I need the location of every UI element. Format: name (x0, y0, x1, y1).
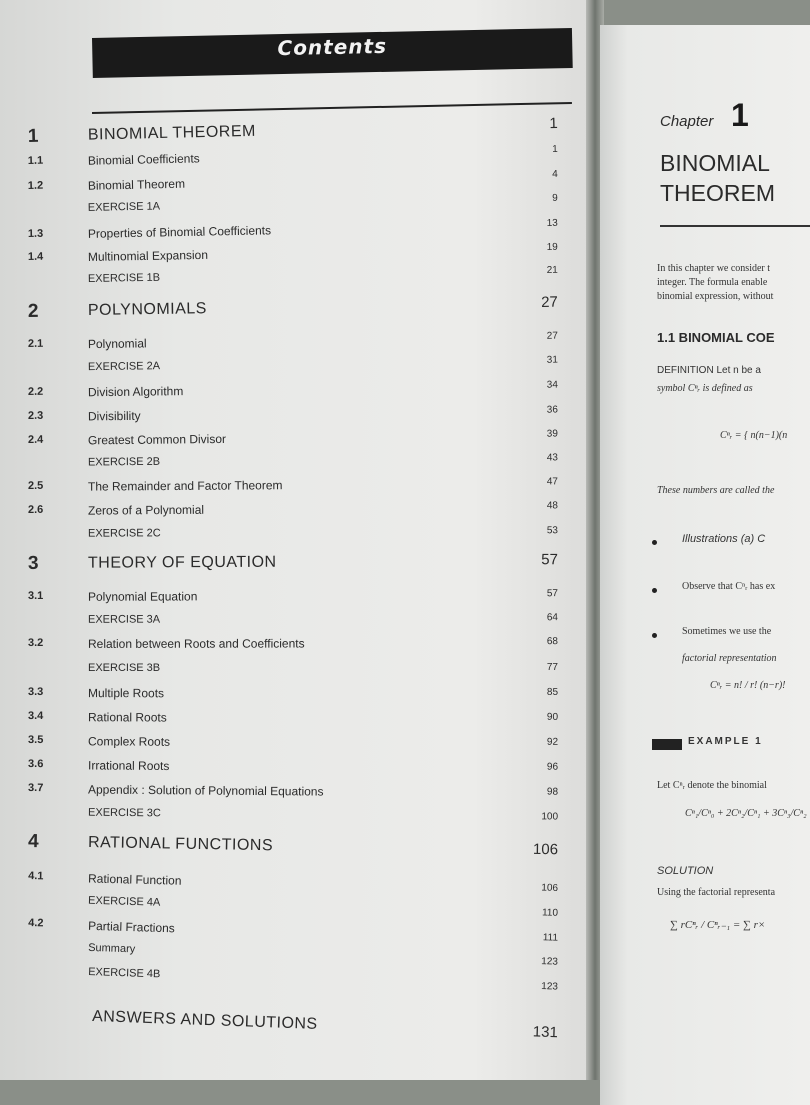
toc-page-number: 98 (546, 786, 559, 798)
section-heading: 1.1 BINOMIAL COE (657, 330, 775, 345)
toc-page-number: 36 (546, 404, 558, 416)
toc-section-row (28, 710, 558, 736)
toc-number: 3.5 (28, 734, 44, 747)
toc-title: EXERCISE 2A (87, 360, 161, 374)
toc-section-row (28, 636, 558, 661)
toc-title: Multinomial Expansion (87, 247, 209, 264)
toc-title: Polynomial (87, 336, 147, 352)
toc-page-number: 1 (549, 114, 558, 133)
definition-line2: symbol Cⁿᵣ is defined as (657, 383, 753, 394)
intro-text-line2: integer. The formula enable (657, 277, 768, 288)
toc-page-number: 111 (542, 932, 559, 944)
toc-section-row (28, 686, 558, 711)
toc-page-number: 4 (552, 168, 558, 181)
toc-number: 3.2 (27, 636, 44, 649)
chapter-word: Chapter (660, 113, 714, 130)
toc-page-number: 92 (546, 736, 559, 748)
toc-page-number: 27 (546, 330, 558, 342)
toc-title: Partial Fractions (87, 918, 175, 936)
toc-title: EXERCISE 4B (87, 965, 161, 981)
toc-title: Greatest Common Divisor (87, 431, 227, 448)
right-page (600, 25, 810, 1105)
toc-chapter-row (27, 831, 559, 868)
toc-answers-row (92, 1008, 590, 1050)
let-text: Let Cⁿᵣ denote the binomial (657, 780, 767, 791)
intro-text-line1: In this chapter we consider t (657, 263, 771, 274)
toc-page-number: 47 (546, 476, 558, 488)
solution-label: SOLUTION (657, 865, 714, 877)
toc-number: 2.5 (27, 479, 44, 492)
toc-page-number: 13 (546, 217, 558, 230)
chapter-title-line2: THEOREM (660, 180, 775, 206)
bullet-icon (652, 588, 657, 593)
formula-solution: ∑ rCⁿᵣ / Cⁿᵣ₋₁ = ∑ r× (670, 919, 766, 931)
toc-title: EXERCISE 4A (87, 894, 161, 909)
toc-page-number: 68 (546, 636, 558, 648)
toc-number: 2.1 (27, 337, 44, 350)
toc-section-row (28, 758, 558, 786)
toc-page-number: 34 (546, 379, 558, 391)
toc-title: The Remainder and Factor Theorem (87, 478, 283, 494)
toc-number: 4.1 (28, 870, 44, 883)
toc-title: Complex Roots (87, 734, 171, 749)
toc-number: 3.1 (27, 589, 44, 602)
toc-page-number: 77 (546, 662, 558, 673)
toc-title: EXERCISE 3C (87, 806, 161, 820)
bullet-icon (652, 540, 657, 545)
toc-page-number: 85 (546, 686, 559, 698)
toc-title: Rational Roots (87, 710, 167, 725)
intro-text-line3: binomial expression, without (657, 291, 774, 302)
toc-title: Division Algorithm (87, 384, 184, 400)
toc-title: Binomial Coefficients (87, 151, 200, 168)
toc-page-number: 106 (541, 882, 559, 894)
toc-title: ANSWERS AND SOLUTIONS (91, 1008, 318, 1033)
illustrations-text: Illustrations (a) C (682, 533, 766, 545)
formula-example: Cⁿ₁/Cⁿ₀ + 2Cⁿ₂/Cⁿ₁ + 3Cⁿ₃/Cⁿ₂ (685, 808, 807, 819)
toc-number: 2 (27, 300, 39, 322)
toc-title: EXERCISE 1B (87, 271, 161, 285)
toc-page-number: 53 (546, 525, 558, 537)
toc-chapter-row (27, 293, 558, 329)
toc-exercise-row (28, 525, 558, 552)
factorial-text: factorial representation (682, 653, 777, 664)
toc-title: THEORY OF EQUATION (87, 553, 277, 572)
toc-number: 1 (27, 125, 39, 147)
formula-factorial: Cⁿᵣ = n! / r! (n−r)! (710, 680, 786, 691)
example-label: EXAMPLE 1 (688, 736, 763, 747)
toc-exercise-row (28, 806, 558, 836)
toc-title: EXERCISE 1A (87, 200, 161, 214)
toc-section-row (28, 500, 558, 528)
toc-title: Binomial Theorem (87, 176, 186, 193)
toc-title: Polynomial Equation (87, 589, 198, 604)
toc-number: 4 (27, 831, 39, 853)
toc-title: EXERCISE 2B (87, 455, 161, 469)
toc-number: 1.2 (27, 179, 44, 192)
contents-heading: Contents (277, 33, 388, 61)
toc-title: EXERCISE 3B (88, 662, 161, 674)
toc-title: POLYNOMIALS (87, 300, 208, 320)
toc-page-number: 96 (546, 761, 559, 773)
toc-title: EXERCISE 3A (87, 613, 161, 626)
toc-page-number: 57 (541, 551, 559, 569)
chapter-title-line1: BINOMIAL (660, 150, 770, 176)
toc-page-number: 131 (532, 1023, 559, 1042)
example-marker-icon (652, 739, 682, 750)
observe-text: Observe that Cⁿᵣ has ex (682, 581, 776, 592)
toc-page-number: 1 (552, 143, 558, 156)
toc-page-number: 57 (546, 588, 558, 600)
toc-page-number: 123 (541, 956, 559, 968)
toc-number: 1.1 (27, 154, 44, 167)
toc-page-number: 110 (541, 907, 559, 919)
toc-number: 1.3 (27, 227, 44, 240)
toc-page-number: 123 (541, 981, 559, 993)
toc-number: 3.3 (28, 686, 44, 699)
toc-title: Zeros of a Polynomial (87, 502, 205, 518)
sometimes-text: Sometimes we use the (682, 626, 772, 637)
toc-title: Multiple Roots (87, 686, 165, 701)
toc-number: 3 (27, 552, 39, 574)
bullet-icon (652, 633, 657, 638)
toc-title: Appendix : Solution of Polynomial Equations (87, 782, 324, 799)
toc-section-row (28, 476, 558, 504)
toc-title: Properties of Binomial Coefficients (87, 223, 272, 241)
toc-title: Divisibility (87, 408, 141, 424)
toc-page-number: 9 (552, 192, 558, 204)
toc-exercise-row (28, 662, 558, 686)
toc-number: 2.6 (27, 503, 44, 516)
chapter-number: 1 (731, 97, 749, 133)
toc-title: BINOMIAL THEOREM (87, 122, 257, 144)
toc-page-number: 19 (546, 241, 558, 253)
chapter-rule (660, 225, 810, 227)
numbers-called-text: These numbers are called the (657, 485, 775, 496)
toc-number: 3.4 (28, 710, 44, 723)
chapter-title (660, 148, 810, 208)
toc-title: Summary (87, 941, 136, 956)
toc-section-row (28, 588, 558, 614)
toc-title: Rational Function (87, 871, 182, 888)
toc-number: 2.3 (27, 409, 44, 422)
toc-number: 1.4 (27, 250, 44, 263)
toc-number: 4.2 (28, 917, 44, 930)
toc-page-number: 48 (546, 500, 558, 512)
toc-title: EXERCISE 2C (87, 527, 161, 540)
toc-page-number: 64 (546, 612, 558, 624)
toc-number: 2.2 (27, 385, 44, 398)
toc-page-number: 39 (546, 428, 558, 440)
toc-page-number: 100 (541, 811, 559, 823)
toc-exercise-row (28, 612, 558, 638)
toc-page-number: 43 (546, 452, 558, 464)
toc-number: 3.7 (28, 782, 44, 795)
toc-number: 2.4 (27, 433, 44, 446)
formula-definition: Cⁿᵣ = { n(n−1)(n (720, 430, 788, 441)
toc-title: Relation between Roots and Coefficients (87, 636, 305, 651)
toc-title: Irrational Roots (87, 758, 170, 773)
toc-title: RATIONAL FUNCTIONS (87, 834, 274, 855)
toc-page-number: 21 (546, 264, 558, 276)
toc-chapter-row (27, 551, 559, 581)
toc-section-row (28, 734, 558, 761)
toc-number: 3.6 (28, 758, 44, 771)
toc-page-number: 106 (532, 840, 559, 859)
toc-page-number: 31 (546, 354, 558, 366)
toc-page-number: 27 (541, 293, 558, 311)
toc-page-number: 90 (546, 711, 559, 723)
using-text: Using the factorial representa (657, 887, 776, 898)
definition-line1: DEFINITION Let n be a (657, 365, 761, 376)
